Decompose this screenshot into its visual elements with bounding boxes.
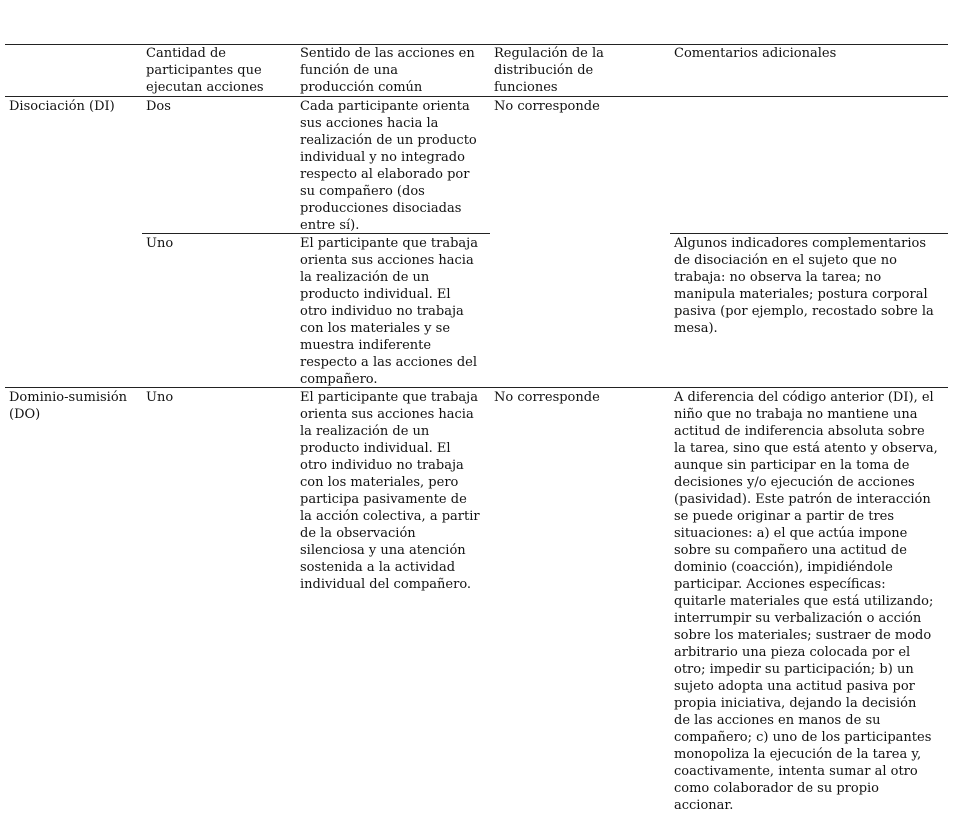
row-cantidad-dos: Dos: [146, 99, 171, 114]
header-sentido: Sentido de las acciones en función de una producción común: [300, 46, 475, 95]
row-cantidad-dominio: Uno: [146, 390, 174, 405]
header-bottom-rule: [5, 96, 948, 97]
row-category-disociacion: Disociación (DI): [9, 99, 115, 114]
row-sentido-dos: Cada participante orienta sus acciones hacia la realización de un producto individual y no integrado respecto al elaborado por su compañero (dos producciones disociadas entre sí).: [300, 99, 477, 233]
row-regulacion-dominio: No corresponde: [494, 390, 600, 405]
row-comentarios-dominio: A diferencia del código anterior (DI), el niño que no trabaja no mantiene una actitud de indiferencia absoluta sobre la tarea, sino que está atento y observa, aunque sin participar en la toma de decisiones y/o ejecución de acciones (pasividad). Este patrón de interacción se puede originar a partir de tres situaciones: a) el que actúa impone sobre su compañero una actitud de dominio (coacción), impidiéndole participar. Acciones específicas: quitarle materiales que está utilizando; interrumpir su verbalización o acción sobre los materiales; sustraer de modo arbitrario una pieza colocada por el otro; impedir su participación; b) un sujeto adopta una actitud pasiva por propia iniciativa, dejando la decisión de las acciones en manos de su compañero; c) uno de los participantes monopoliza la ejecución de la tarea y, coactivamente, intenta sumar al otro como colaborador de su propio accionar.: [674, 390, 938, 813]
row-category-dominio: Dominio-sumisión (DO): [9, 390, 128, 422]
row-cantidad-uno: Uno: [146, 236, 174, 251]
row-sentido-uno: El participante que trabaja orienta sus acciones hacia la realización de un producto individual. El otro individuo no trabaja con los materiales y se muestra indiferente respecto a las acciones del compañero.: [300, 236, 478, 387]
header-regulacion: Regulación de la distribución de funciones: [494, 46, 604, 95]
row-divider-comentarios: [670, 233, 948, 234]
header-cantidad: Cantidad de participantes que ejecutan acciones: [146, 46, 264, 95]
row-comentarios-disociacion: Algunos indicadores complementarios de disociación en el sujeto que no trabaja: no observa la tarea; no manipula materiales; postura corporal pasiva (por ejemplo, recostado sobre la mesa).: [674, 236, 934, 336]
header-comentarios: Comentarios adicionales: [674, 46, 837, 61]
row-sentido-dominio: El participante que trabaja orienta sus acciones hacia la realización de un producto individual. El otro individuo no trabaja con los materiales, pero participa pasivamente de la acción colectiva, a partir de la observación silenciosa y una atención sostenida a la actividad individual del compañero.: [300, 390, 480, 592]
row-regulacion-disociacion: No corresponde: [494, 99, 600, 114]
